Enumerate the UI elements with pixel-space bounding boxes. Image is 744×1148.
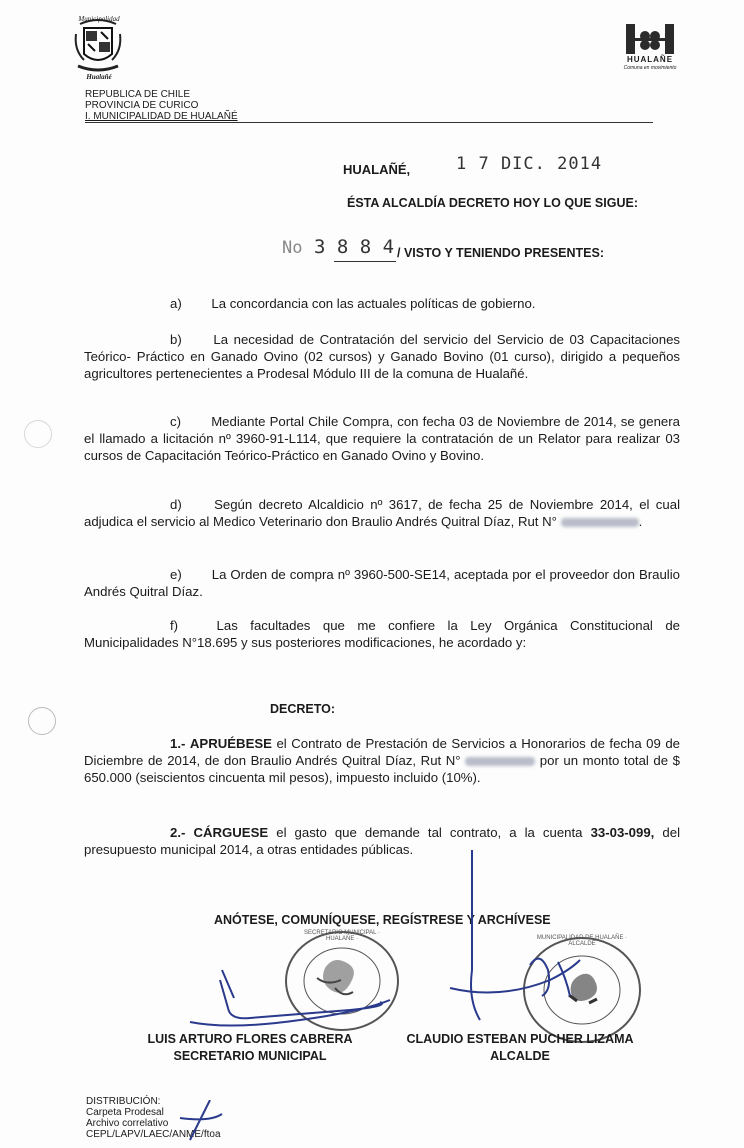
article-2-text-b: del presupuesto municipal 2014, a otras entidades públicas. [84,825,680,857]
closing-formula: ANÓTESE, COMUNÍQUESE, REGÍSTRESE Y ARCHÍVESE [214,913,551,927]
decreto-title: DECRETO: [270,702,336,716]
letter-b: b) [170,332,182,347]
crest-top-text: Municipalidad [78,15,120,23]
considerando-b [84,331,680,382]
article-1-text-a: el Contrato de Prestación de Servicios a Honorarios de fecha 09 de Diciembre de 2014, de don Braulio Andrés Quitral Díaz, Rut N° [84,736,680,768]
considerando-e [84,566,680,600]
decree-heading: ÉSTA ALCALDÍA DECRETO HOY LO QUE SIGUE: [347,196,638,210]
header-municipality: I. MUNICIPALIDAD DE HUALAÑÉ [85,111,238,122]
considerando-c [84,413,680,464]
header-country: REPUBLICA DE CHILE [85,89,191,100]
municipal-crest [70,14,126,80]
article-2-account: 33-03-099, [590,825,655,840]
text-e: La Orden de compra nº 3960-500-SE14, aceptada por el proveedor don Braulio Andrés Quitral Díaz. [84,567,680,599]
hualane-logo [620,22,680,80]
date-stamp: 1 7 DIC. 2014 [456,154,603,174]
mayor-block [395,1031,645,1065]
secretary-title: SECRETARIO MUNICIPAL [173,1049,327,1063]
article-2-num: 2.- [170,825,186,840]
article-2-text-a: el gasto que demande tal contrato, a la cuenta [268,825,591,840]
considerando-f [84,617,680,651]
decree-prefix: No [282,238,303,258]
text-f: Las facultades que me confiere la Ley Orgánica Constitucional de Municipalidades N°18.695 y sus posteriores modificaciones, he acordado y: [84,618,680,650]
mayor-stamp-text: MUNICIPALIDAD DE HUALAÑE · ALCALDE [536,935,628,947]
distribution-title: DISTRIBUCIÓN: [86,1096,161,1107]
article-1-num: 1.- [170,736,186,751]
logo-name: HUALAÑE [626,55,674,64]
letter-d: d) [170,497,182,512]
logo-tagline: Comuna en movimiento [623,65,677,71]
initials-signature [170,1100,230,1143]
article-1-verb: APRUÉBESE [189,736,272,751]
decree-number: 3 8 8 4 [314,236,395,258]
text-a: La concordancia con las actuales políticas de gobierno. [211,296,536,311]
letter-e: e) [170,567,182,582]
redacted-rut-2 [465,757,535,766]
secretary-name: LUIS ARTURO FLORES CABRERA [147,1032,353,1046]
punch-hole [28,707,56,735]
letter-f: f) [170,618,179,633]
distribution-line: CEPL/LAPV/LAEC/ANME/ftoa [86,1129,221,1140]
text-c: Mediante Portal Chile Compra, con fecha 03 de Noviembre de 2014, se genera el llamado a licitación nº 3960-91-L114, que requiere la contratación de un Relator para realizar 03 cursos de Capacitación Teórico-Práctico en Ganado Ovino y Bovino. [84,414,680,463]
text-b: La necesidad de Contratación del servicio del Servicio de 03 Capacitaciones Teórico- Práctico en Ganado Ovino (02 cursos) y Ganado Bovino (01 curso), dirigido a pequeños agricultores pertenecientes a Prodesal Módulo III de la comuna de Hualañé. [84,332,680,381]
article-1 [84,735,680,786]
letter-c: c) [170,414,181,429]
distribution-line: Carpeta Prodesal [86,1107,164,1118]
text-d: Según decreto Alcaldicio nº 3617, de fecha 25 de Noviembre 2014, el cual adjudica el servicio al Medico Veterinario don Braulio Andrés Quitral Díaz, Rut N° [84,497,680,529]
place-label: HUALAÑÉ, [343,162,411,177]
mayor-signature [420,850,620,1050]
article-2-verb: CÁRGUESE [193,825,269,840]
letter-a: a) [170,296,182,311]
mayor-title: ALCALDE [490,1049,550,1063]
header-rule [85,122,653,123]
header-province: PROVINCIA DE CURICO [85,100,199,111]
considerando-d: d) Según decreto Alcaldicio nº 3617, de fecha 25 de Noviembre 2014, el cual adjudica el servicio al Medico Veterinario don Braulio Andrés Quitral Díaz, Rut N° . [84,497,680,529]
redacted-rut [561,518,639,527]
punch-hole [24,420,52,448]
secretary-block [130,1031,370,1065]
secretary-stamp-text: SECRETARIO MUNICIPAL · HUALAÑE · [304,930,380,942]
mayor-name: CLAUDIO ESTEBAN PUCHER LIZAMA [406,1032,634,1046]
crest-bottom-text: Hualañé [86,73,112,81]
article-1-text-b: por un monto total de $ 650.000 (seiscientos cincuenta mil pesos), impuesto incluido (10%). [84,753,681,785]
decree-number-underline [334,261,396,262]
considerando-a [84,295,680,312]
distribution-line: Archivo correlativo [86,1118,169,1129]
secretary-signature [150,960,410,1040]
visto-label: / VISTO Y TENIENDO PRESENTES: [397,246,604,260]
